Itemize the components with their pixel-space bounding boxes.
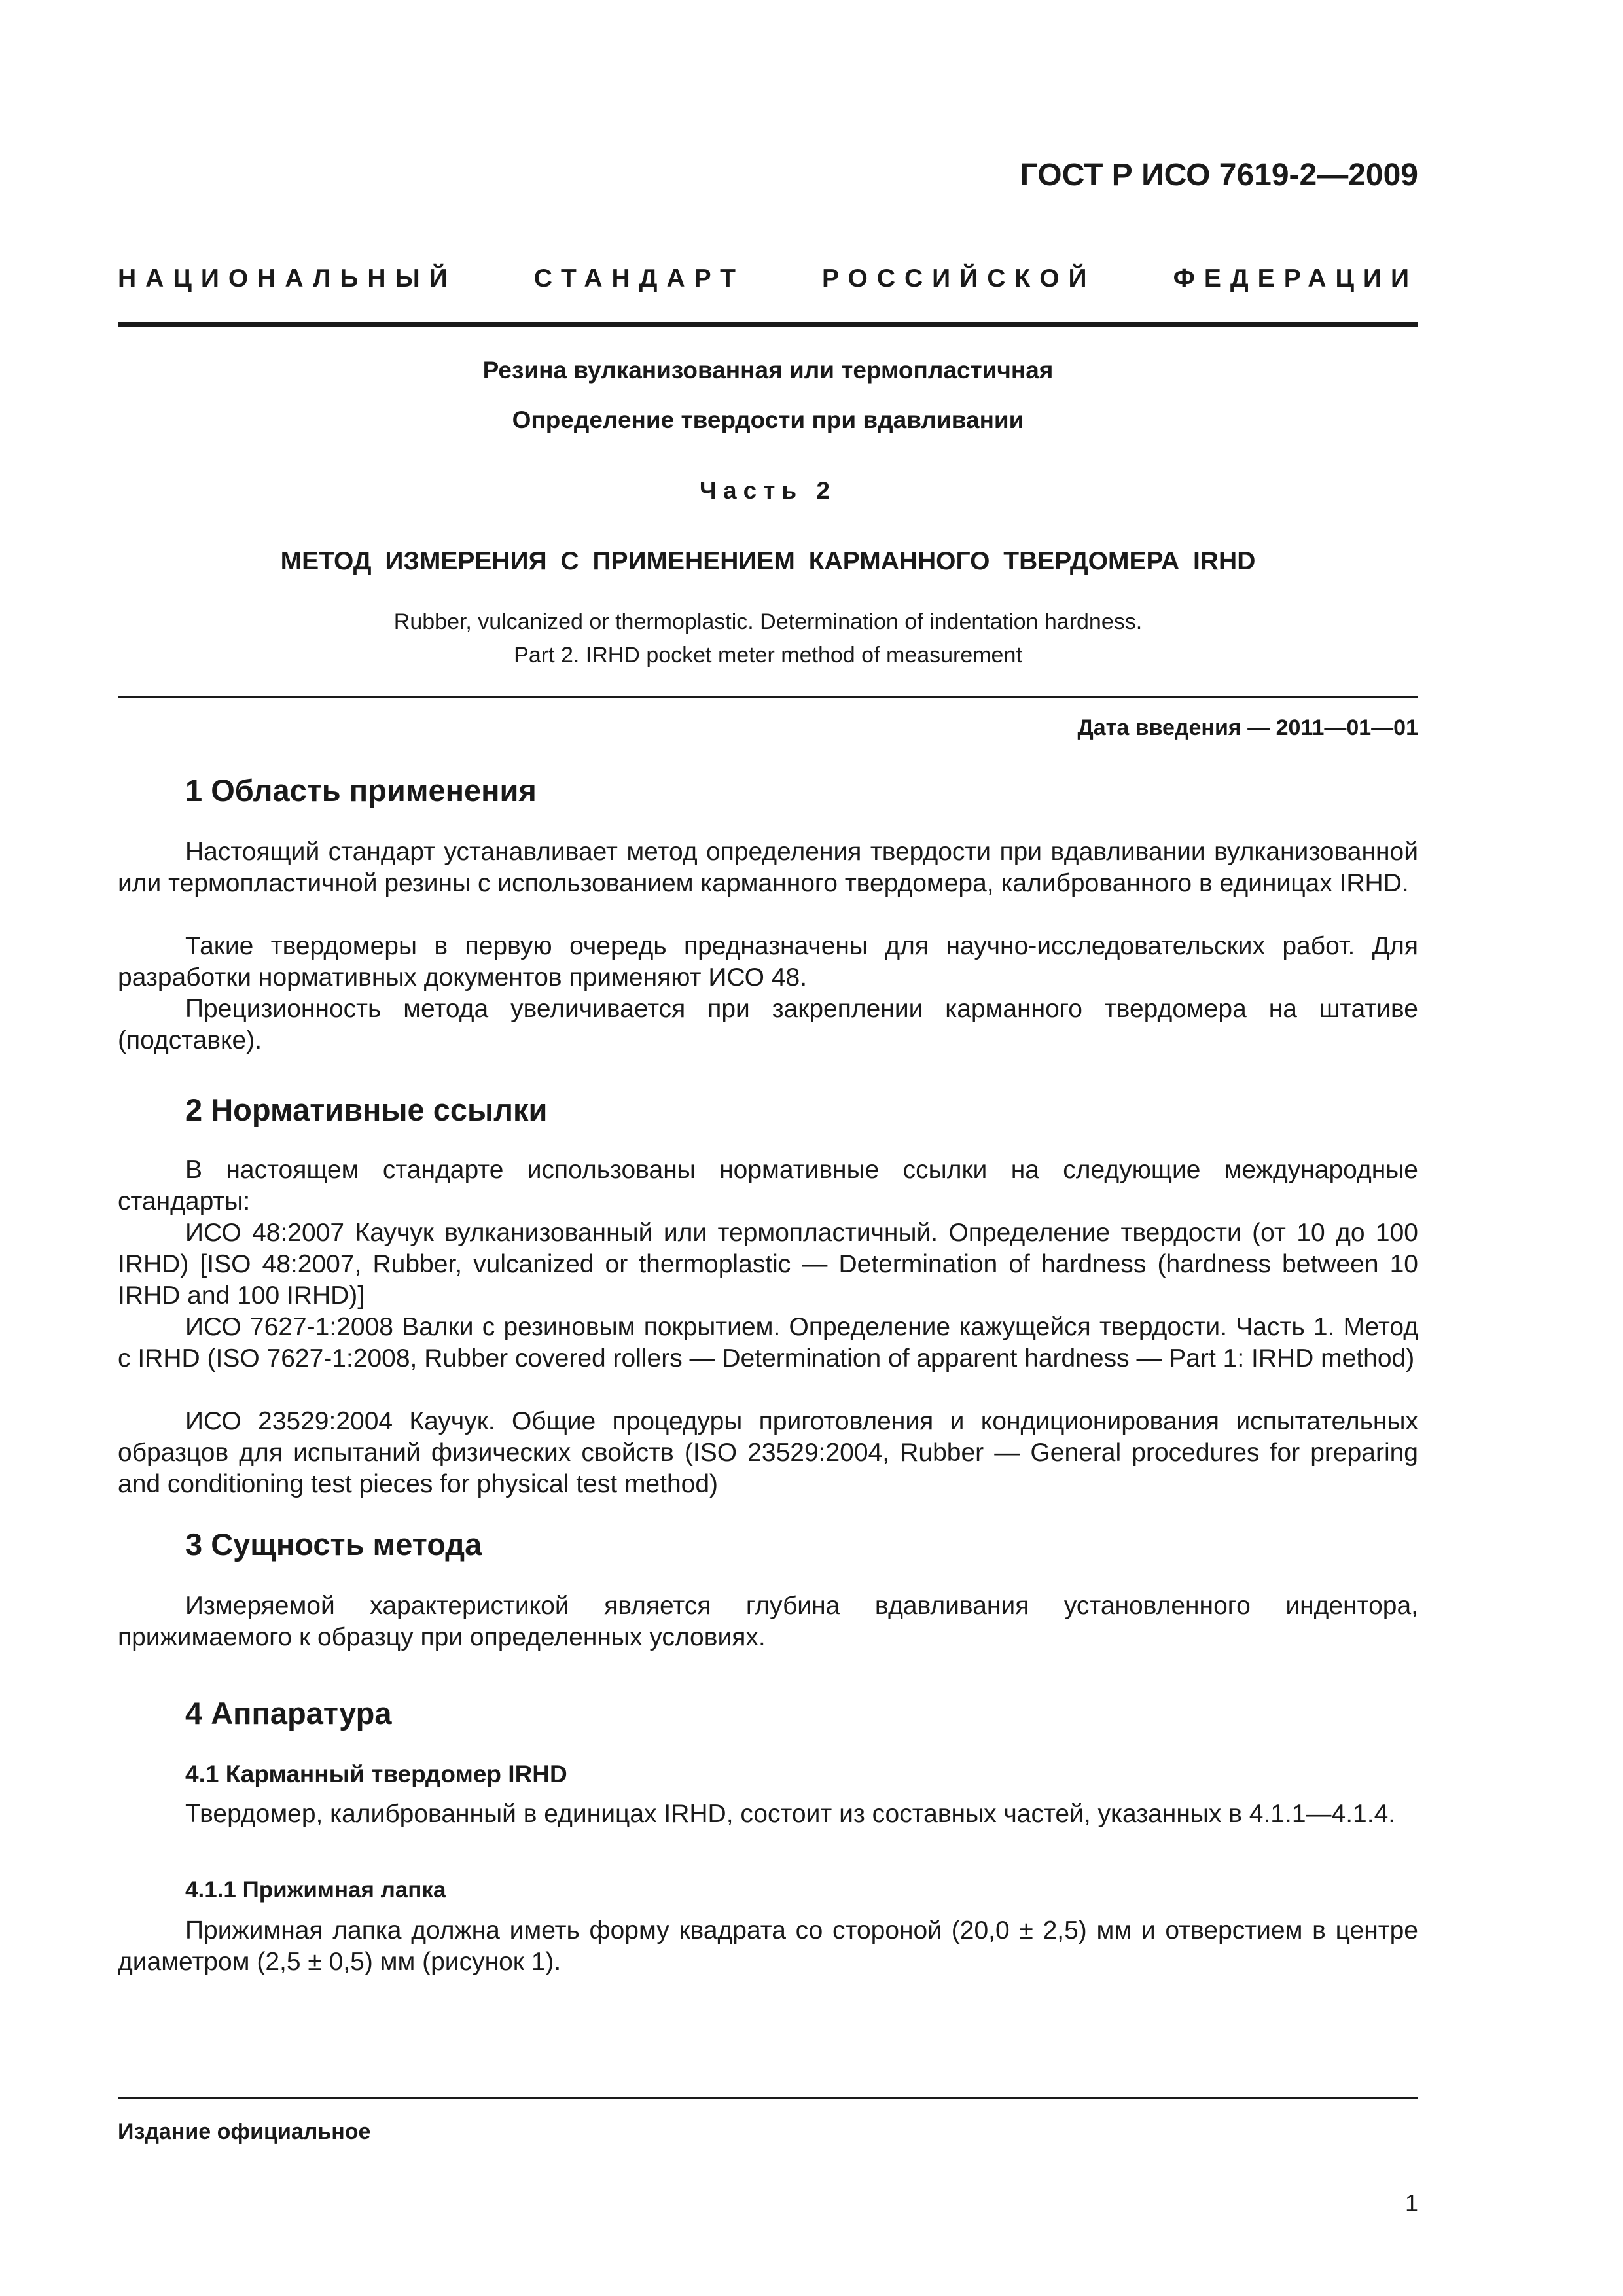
- part-label: Часть 2: [700, 477, 836, 504]
- introduction-date: Дата введения — 2011—01—01: [1077, 715, 1418, 740]
- section-2-paragraph: ИСО 48:2007 Каучук вулканизованный или термопластичный. Определение твердости (от 10 до 100 IRHD) [ISO 48:2007, Rubber, vulcanized or thermoplastic — Determination of hardness (hardness between 10 IRHD and 100 IRHD)]: [118, 1219, 1418, 1310]
- document-code: ГОСТ Р ИСО 7619-2—2009: [1020, 158, 1418, 192]
- section-1-paragraph: Прецизионность метода увеличивается при закреплении карманного твердомера на штативе (подставке).: [118, 995, 1418, 1054]
- header-divider: [118, 322, 1418, 327]
- english-title-line-2: Part 2. IRHD pocket meter method of measurement: [514, 643, 1022, 668]
- section-3-paragraph: Измеряемой характеристикой является глубина вдавливания установленного индентора, прижимаемого к образцу при определенных условиях.: [118, 1592, 1418, 1651]
- banner-word: НАЦИОНАЛЬНЫЙ: [118, 264, 457, 293]
- section-2-paragraph: ИСО 7627-1:2008 Валки с резиновым покрытием. Определение кажущейся твердости. Часть 1. Метод с IRHD (ISO 7627-1:2008, Rubber covered rollers — Determination of apparent hardness — Part 1: IRHD method): [118, 1313, 1418, 1372]
- section-3-heading: 3 Сущность метода: [185, 1527, 482, 1562]
- subsection-4-1-1-heading: 4.1.1 Прижимная лапка: [185, 1877, 446, 1903]
- section-4-heading: 4 Аппаратура: [185, 1696, 392, 1731]
- section-2-heading: 2 Нормативные ссылки: [185, 1092, 548, 1127]
- banner-word: РОССИЙСКОЙ: [822, 264, 1096, 293]
- section-1-heading: 1 Область применения: [185, 773, 537, 808]
- official-edition-label: Издание официальное: [118, 2119, 371, 2144]
- page-number: 1: [1404, 2189, 1418, 2216]
- section-2-paragraph: ИСО 23529:2004 Каучук. Общие процедуры приготовления и кондиционирования испытательных образцов для испытаний физических свойств (ISO 23529:2004, Rubber — General procedures for preparing and conditioning test pieces for physical test method): [118, 1407, 1418, 1498]
- title-line-2: Определение твердости при вдавливании: [512, 406, 1024, 433]
- subsection-4-1-heading: 4.1 Карманный твердомер IRHD: [185, 1761, 567, 1787]
- section-2-paragraph: В настоящем стандарте использованы нормативные ссылки на следующие международные стандарты:: [118, 1156, 1418, 1215]
- subsection-4-1-1-paragraph: Прижимная лапка должна иметь форму квадрата со стороной (20,0 ± 2,5) мм и отверстием в центре диаметром (2,5 ± 0,5) мм (рисунок 1).: [118, 1916, 1418, 1976]
- banner-word: ФЕДЕРАЦИИ: [1173, 264, 1418, 293]
- subsection-4-1-paragraph: Твердомер, калиброванный в единицах IRHD, состоит из составных частей, указанных в 4.1.1—4.1.4.: [185, 1800, 1396, 1828]
- english-title-line-1: Rubber, vulcanized or thermoplastic. Determination of indentation hardness.: [393, 609, 1143, 634]
- national-standard-banner: [118, 264, 1418, 293]
- title-line-1: Резина вулканизованная или термопластичная: [482, 357, 1054, 384]
- section-1-paragraph: Настоящий стандарт устанавливает метод определения твердости при вдавливании вулканизованной или термопластичной резины с использованием карманного твердомера, калиброванного в единицах IRHD.: [118, 838, 1418, 897]
- footer-divider: [118, 2097, 1418, 2099]
- section-1-paragraph: Такие твердомеры в первую очередь предназначены для научно-исследовательских работ. Для разработки нормативных документов применяют ИСО 48.: [118, 932, 1418, 992]
- title-divider: [118, 696, 1418, 698]
- banner-word: СТАНДАРТ: [533, 264, 745, 293]
- method-title: МЕТОД ИЗМЕРЕНИЯ С ПРИМЕНЕНИЕМ КАРМАННОГО ТВЕРДОМЕРА IRHD: [280, 547, 1256, 575]
